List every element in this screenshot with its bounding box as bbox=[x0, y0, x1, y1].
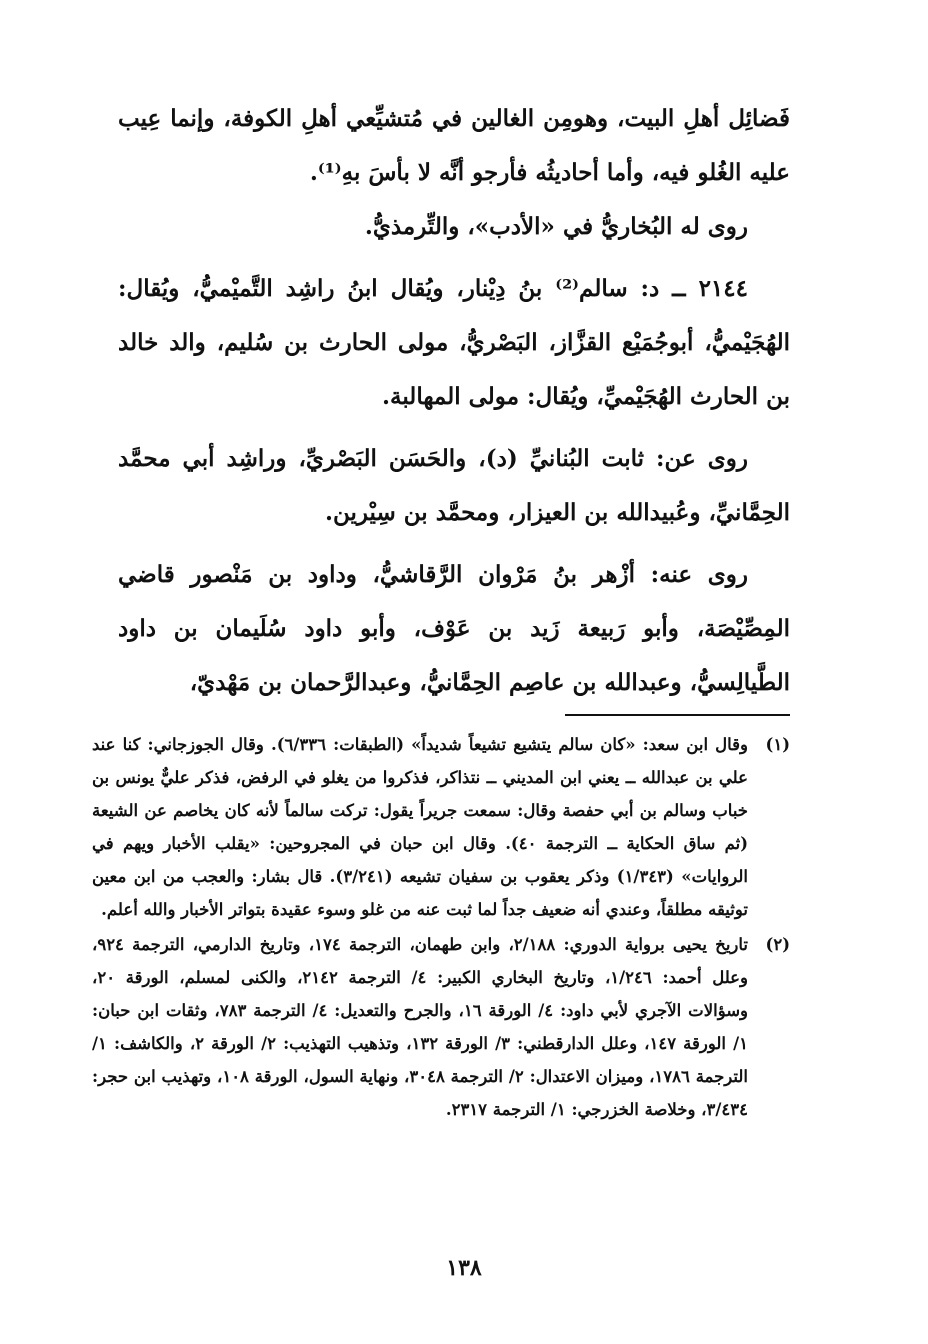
footnote-2-text: تاريخ يحيى برواية الدوري: ٢/١٨٨، وابن طهمان، الترجمة ١٧٤، وتاريخ الدارمي، الترجمة ٩٢٤، وعلل أحمد: ١/٢٤٦، وتاريخ البخاري الكبير: ٤/ الترجمة ٢١٤٢، والكنى لمسلم، الورقة ٢٠، وسؤالات الآجري لأبي داود: ٤/ الورقة ١٦، والجرح والتعديل: ٤/ الترجمة ٧٨٣، وثقات ابن حبان: ١/ الورقة ١٤٧، وعلل الدارقطني: ٣/ الورقة ١٣٢، وتذهيب التهذيب: ٢/ الورقة ٢، والكاشف: ١/ الترجمة ١٧٨٦، وميزان الاعتدال: ٢/ الترجمة ٣٠٤٨، ونهاية السول، الورقة ١٠٨، وتهذيب ابن حجر: ٣/٤٣٤، وخلاصة الخزرجي: ١/ الترجمة ٢٣١٧. bbox=[92, 935, 749, 1119]
footnotes bbox=[92, 728, 790, 1128]
paragraph-continuation: فَضائِل أهلِ البيت، وهومِن الغالين في مُتشيِّعي أهلِ الكوفة، وإنما عِيب عليه الغُلو فيه، وأما أحاديثُه فأرجو أنَّه لا بأسَ بهِ⁽¹⁾. bbox=[118, 105, 790, 186]
footnote-2 bbox=[92, 928, 790, 1126]
footnote-2-number: (٢) bbox=[765, 935, 790, 954]
paragraph-narrated-by: روى عنه: أزْهر بنُ مَرْوان الرَّقاشيُّ، وداود بن مَنْصور قاضي المِصِّيْصَة، وأبو رَبيعة زَيد بن عَوْف، وأبو داود سُلَيمان بن داود الطَّيالِسيُّ، وعبدالله بن عاصِم الحِمَّانيُّ، وعبدالرَّحمان بن مَهْديّ، bbox=[118, 561, 790, 696]
footnote-1-text: وقال ابن سعد: «كان سالم يتشيع تشيعاً شديداً» (الطبقات: ٦/٣٣٦). وقال الجوزجاني: كنا عند علي بن عبدالله ــ يعني ابن المديني ــ نتذاكر، فذكروا من يغلو في الرفض، فذكر عليٌّ يونس بن خباب وسالم بن أبي حفصة وقال: سمعت جريراً يقول: تركت سالماً لأنه كان يخاصم عن الشيعة (ثم ساق الحكاية ــ الترجمة ٤٠). وقال ابن حبان في المجروحين: «يقلب الأخبار ويهم في الروايات» (١/٣٤٣) وذكر يعقوب بن سفيان تشيعه (٣/٢٤١). قال بشار: والعجب من ابن معين توثيقه مطلقاً، وعندي أنه ضعيف جداً لما ثبت عنه من غلو وسوء عقيدة بتواتر الأخبار والله أعلم. bbox=[92, 735, 748, 919]
footnote-divider bbox=[565, 714, 790, 716]
paragraph-entry-heading: ٢١٤٤ ــ د: سالم⁽²⁾ بنُ دِيْنار، ويُقال ابنُ راشِد التَّميْميُّ، ويُقال: الهُجَيْميُّ، أبوجُمَيْع القزَّاز، البَصْريُّ، مولى الحارث بن سُليم، والد خالد بن الحارث الهُجَيْميِّ، ويُقال: مولى المهالبة. bbox=[118, 275, 790, 410]
footnote-1 bbox=[92, 728, 790, 926]
paragraph-narrated-from: روى عن: ثابت البُنانيِّ (د)، والحَسَن البَصْريِّ، وراشِد أبي محمَّد الحِمَّانيِّ، وعُبيدالله بن العيزار، ومحمَّد بن سِيْرين. bbox=[118, 445, 790, 526]
footnote-1-number: (١) bbox=[765, 735, 790, 754]
page-number: ١٣٨ bbox=[446, 1255, 482, 1281]
paragraph-narrators: روى له البُخاريُّ في «الأدب»، والتِّرمذيُّ. bbox=[364, 213, 748, 240]
main-text bbox=[118, 92, 790, 710]
